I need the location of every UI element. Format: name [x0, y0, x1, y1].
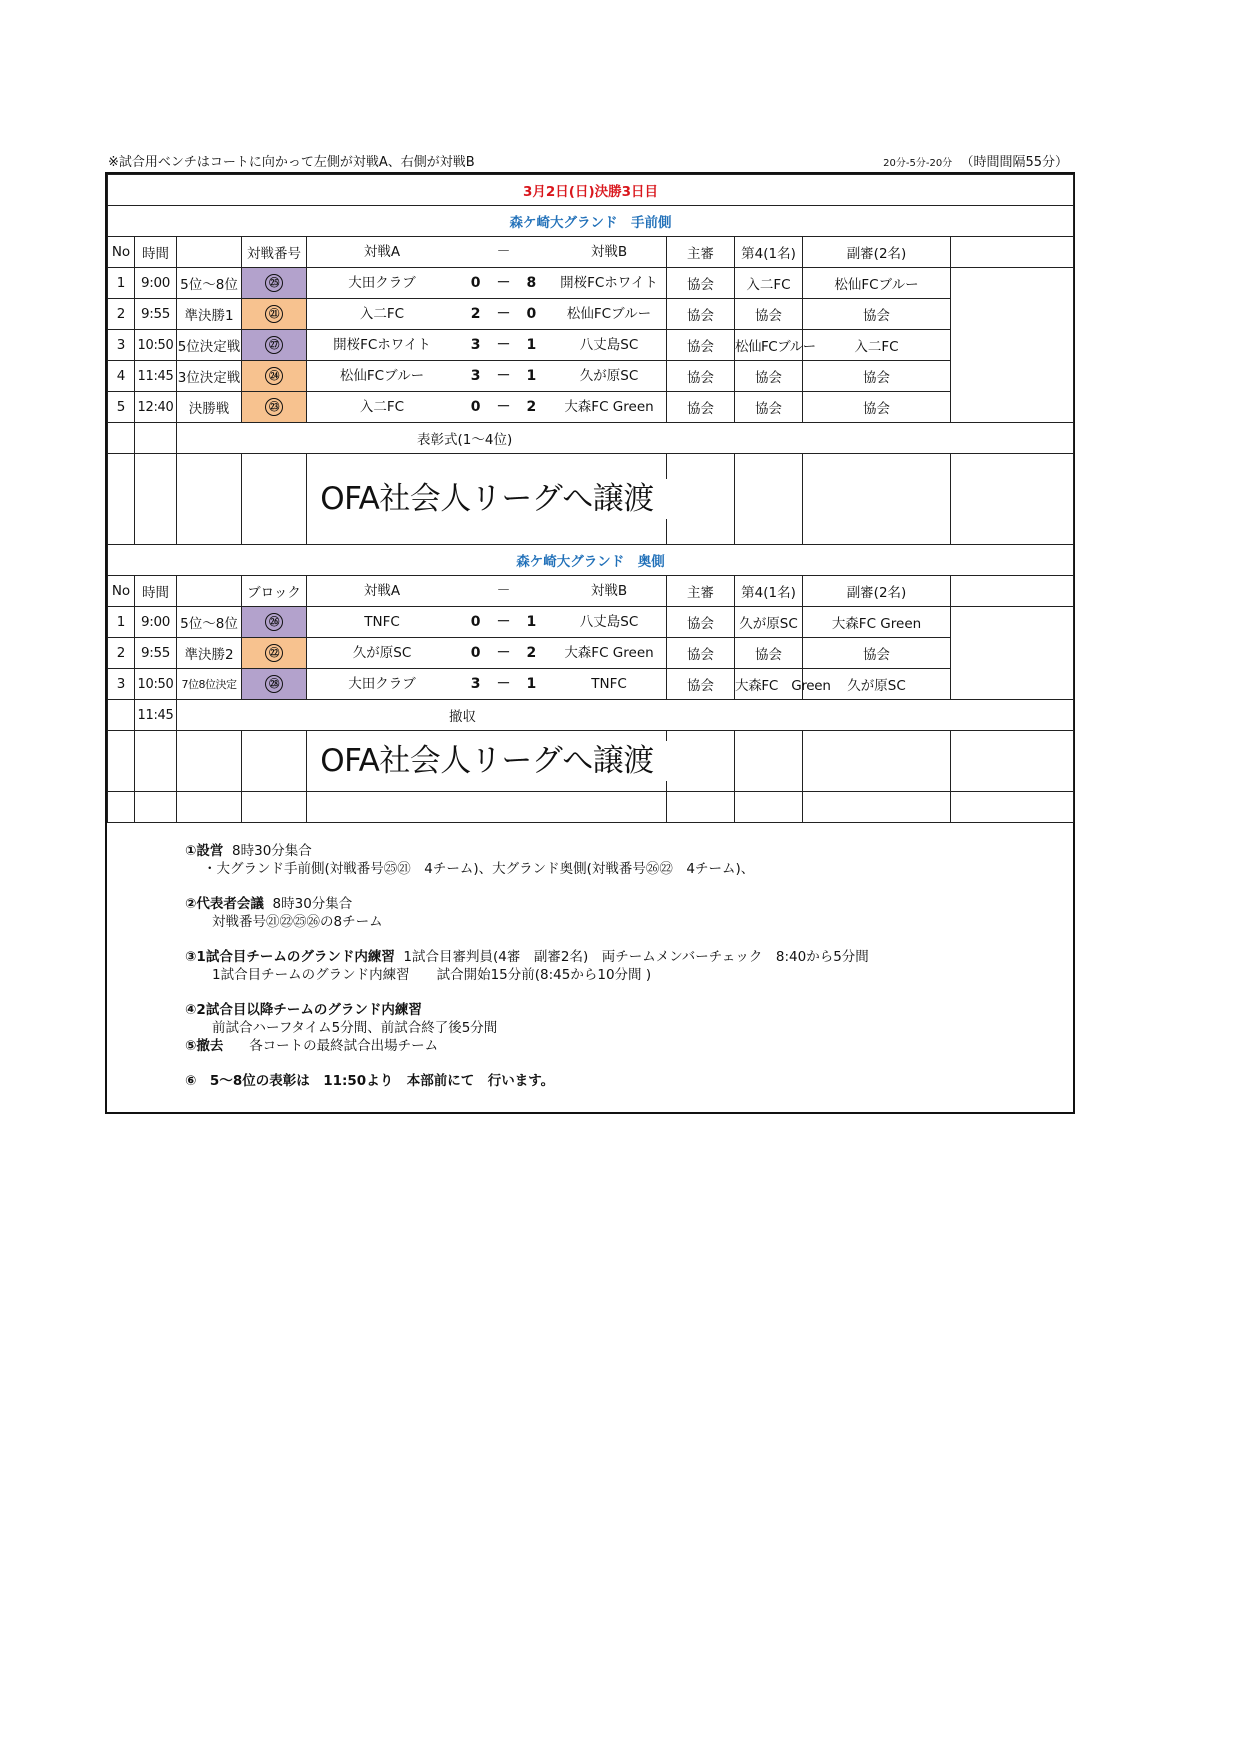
team-b: 久が原SC	[579, 368, 639, 384]
withdraw-label: 撤収	[177, 700, 1074, 731]
empty-cell	[735, 514, 803, 545]
col-time: 時間	[135, 237, 177, 268]
empty-cell	[135, 423, 177, 454]
empty-cell	[951, 454, 1074, 485]
row-blank	[951, 638, 1074, 669]
row-referee: 協会	[667, 669, 735, 700]
col-fourth: 第4(1名)	[735, 576, 803, 607]
col-match-no: 対戦番号	[242, 237, 307, 268]
team-a: TNFC	[364, 614, 400, 630]
col-match	[307, 237, 667, 268]
note3-rest: 1試合目審判員(4審 副審2名) 両チームメンバーチェック 8:40から5分間	[403, 949, 869, 965]
team-a: 大田クラブ	[348, 275, 416, 291]
interval-note	[883, 151, 1068, 170]
row-blank	[951, 361, 1074, 392]
row-match	[307, 669, 667, 700]
empty-row	[108, 731, 1074, 762]
row-round: 5位～8位	[177, 607, 242, 638]
row-match-no	[242, 268, 307, 299]
bench-note: ※試合用ベンチはコートに向かって左側が対戦A、右側が対戦B	[108, 155, 475, 170]
note4-title: ④2試合目以降チームのグランド内練習	[185, 1002, 422, 1018]
row-time: 9:55	[135, 299, 177, 330]
empty-cell	[135, 484, 177, 514]
empty-cell	[242, 454, 307, 485]
empty-cell	[108, 700, 135, 731]
row-round: 決勝戦	[177, 392, 242, 423]
match-number-badge: ㉕	[265, 274, 283, 292]
row-blank	[951, 392, 1074, 423]
row-fourth: 協会	[735, 392, 803, 423]
back-venue-title: 森ケ崎大グランド 奥側	[108, 545, 1074, 576]
schedule-sheet	[105, 172, 1075, 1114]
col-assistant: 副審(2名)	[803, 237, 951, 268]
col-dash: －	[496, 244, 512, 260]
table-row	[108, 299, 1074, 330]
row-round: 5位決定戦	[177, 330, 242, 361]
back-banner: OFA社会人リーグへ譲渡	[307, 741, 667, 781]
row-match	[307, 330, 667, 361]
col-no: No	[108, 576, 135, 607]
row-referee: 協会	[667, 330, 735, 361]
row-referee: 協会	[667, 392, 735, 423]
empty-cell	[667, 484, 735, 514]
note1-time: 8時30分集合	[232, 843, 312, 859]
page-title: 3月2日(日)決勝3日目	[108, 175, 1074, 206]
row-referee: 協会	[667, 299, 735, 330]
row-no: 2	[108, 299, 135, 330]
row-match-no	[242, 638, 307, 669]
table-row	[108, 361, 1074, 392]
row-round: 準決勝1	[177, 299, 242, 330]
empty-cell	[307, 731, 667, 779]
empty-cell	[667, 761, 735, 792]
front-venue-row	[108, 206, 1074, 237]
row-time: 9:00	[135, 607, 177, 638]
empty-cell	[108, 454, 135, 485]
table-row	[108, 607, 1074, 638]
score: 0 － 1	[470, 614, 538, 630]
row-no: 5	[108, 392, 135, 423]
empty-cell	[667, 731, 735, 762]
empty-cell	[177, 454, 242, 485]
score: 3 － 1	[470, 676, 538, 692]
empty-cell	[135, 761, 177, 792]
row-match-no	[242, 299, 307, 330]
empty-cell	[951, 484, 1074, 514]
row-fourth: 大森FC Green	[735, 669, 803, 700]
col-match	[307, 576, 667, 607]
table-row	[108, 330, 1074, 361]
col-round	[177, 576, 242, 607]
empty-cell	[177, 484, 242, 514]
note1-detail: ・大グランド手前側(対戦番号㉕㉑ 4チーム)、大グランド奥側(対戦番号㉖㉒ 4チーム)、	[203, 861, 755, 877]
row-round: 準決勝2	[177, 638, 242, 669]
ceremony-row	[108, 423, 1074, 454]
match-number-badge: ㉘	[265, 675, 283, 693]
empty-row	[108, 792, 1074, 823]
empty-cell	[667, 454, 735, 485]
score: 0 － 2	[470, 645, 538, 661]
col-blank	[951, 576, 1074, 607]
empty-cell	[242, 731, 307, 762]
team-b: TNFC	[591, 676, 627, 692]
match-number-badge: ㉖	[265, 613, 283, 631]
empty-cell	[177, 761, 242, 792]
row-match	[307, 299, 667, 330]
row-fourth: 協会	[735, 299, 803, 330]
col-assistant: 副審(2名)	[803, 576, 951, 607]
row-fourth: 入二FC	[735, 268, 803, 299]
row-referee: 協会	[667, 607, 735, 638]
empty-cell	[177, 731, 242, 762]
empty-cell	[242, 761, 307, 792]
col-round	[177, 237, 242, 268]
row-referee: 協会	[667, 638, 735, 669]
row-match	[307, 268, 667, 299]
empty-cell	[735, 761, 803, 792]
team-b: 八丈島SC	[579, 337, 639, 353]
interval-text: （時間間隔55分）	[960, 155, 1068, 170]
empty-cell	[135, 454, 177, 485]
note3-detail: 1試合目チームのグランド内練習 試合開始15分前(8:45から10分間 )	[212, 967, 652, 983]
empty-cell	[242, 792, 307, 823]
empty-cell	[951, 761, 1074, 792]
row-fourth: 松仙FCブルー	[735, 330, 803, 361]
row-time: 10:50	[135, 669, 177, 700]
table-row	[108, 392, 1074, 423]
empty-cell	[242, 514, 307, 545]
row-assistant: 松仙FCブルー	[803, 268, 951, 299]
team-a: 松仙FCブルー	[339, 368, 425, 384]
col-no: No	[108, 237, 135, 268]
note5-title: ⑤撤去	[185, 1038, 224, 1054]
empty-cell	[242, 484, 307, 514]
row-no: 2	[108, 638, 135, 669]
row-round: 7位8位決定	[177, 669, 242, 700]
note4-detail: 前試合ハーフタイム5分間、前試合終了後5分間	[212, 1020, 498, 1036]
col-team-b: 対戦B	[590, 583, 628, 599]
empty-cell	[108, 484, 135, 514]
schedule-table	[107, 174, 1074, 823]
row-match	[307, 638, 667, 669]
col-block: ブロック	[242, 576, 307, 607]
note6: ⑥ 5～8位の表彰は 11:50より 本部前にて 行います。	[185, 1073, 555, 1089]
team-b: 大森FC Green	[564, 399, 654, 415]
col-team-b: 対戦B	[590, 244, 628, 260]
match-number-badge: ㉔	[265, 367, 283, 385]
empty-cell	[108, 792, 135, 823]
row-fourth: 協会	[735, 638, 803, 669]
notes-section	[185, 842, 1045, 1090]
team-a: 入二FC	[359, 306, 405, 322]
col-team-a: 対戦A	[363, 583, 401, 599]
empty-cell	[108, 731, 135, 762]
empty-cell	[135, 731, 177, 762]
empty-cell	[667, 792, 735, 823]
table-row	[108, 268, 1074, 299]
col-blank	[951, 237, 1074, 268]
row-time: 9:55	[135, 638, 177, 669]
back-header-row	[108, 576, 1074, 607]
empty-cell	[803, 514, 951, 545]
row-time: 9:00	[135, 268, 177, 299]
empty-cell	[135, 792, 177, 823]
row-assistant: 入二FC	[803, 330, 951, 361]
score: 0 － 2	[470, 399, 538, 415]
row-time: 12:40	[135, 392, 177, 423]
row-assistant: 協会	[803, 638, 951, 669]
row-time: 10:50	[135, 330, 177, 361]
col-time: 時間	[135, 576, 177, 607]
empty-row	[108, 484, 1074, 514]
empty-cell	[667, 514, 735, 545]
empty-cell	[803, 761, 951, 792]
back-venue-row	[108, 545, 1074, 576]
row-no: 1	[108, 607, 135, 638]
empty-cell	[307, 792, 667, 823]
row-referee: 協会	[667, 361, 735, 392]
empty-cell	[307, 481, 667, 517]
row-assistant: 久が原SC	[803, 669, 951, 700]
table-row	[108, 669, 1074, 700]
row-blank	[951, 299, 1074, 330]
row-time: 11:45	[135, 361, 177, 392]
row-assistant: 協会	[803, 361, 951, 392]
team-a: 久が原SC	[352, 645, 412, 661]
interval-minutes: 20分-5分-20分	[883, 158, 953, 169]
empty-cell	[803, 454, 951, 485]
note2-detail: 対戦番号㉑㉒㉕㉖の8チーム	[212, 914, 383, 930]
note1-title: ①設営	[185, 843, 224, 859]
empty-cell	[951, 731, 1074, 762]
score: 2 － 0	[470, 306, 538, 322]
row-match-no	[242, 669, 307, 700]
team-b: 八丈島SC	[579, 614, 639, 630]
empty-cell	[177, 792, 242, 823]
row-fourth: 協会	[735, 361, 803, 392]
empty-cell	[108, 514, 135, 545]
match-number-badge: ㉓	[265, 398, 283, 416]
team-b: 大森FC Green	[564, 645, 654, 661]
row-blank	[951, 669, 1074, 700]
team-a: 大田クラブ	[348, 676, 416, 692]
note2-title: ②代表者会議	[185, 896, 264, 912]
empty-cell	[735, 792, 803, 823]
empty-cell	[735, 731, 803, 762]
row-match	[307, 607, 667, 638]
col-referee: 主審	[667, 576, 735, 607]
table-row	[108, 638, 1074, 669]
front-banner: OFA社会人リーグへ譲渡	[307, 479, 667, 519]
row-assistant: 協会	[803, 392, 951, 423]
team-a: 開桜FCホワイト	[333, 337, 431, 353]
empty-cell	[108, 423, 135, 454]
row-round: 5位～8位	[177, 268, 242, 299]
note3-title: ③1試合目チームのグランド内練習	[185, 949, 395, 965]
row-no: 4	[108, 361, 135, 392]
front-venue-title: 森ケ崎大グランド 手前側	[108, 206, 1074, 237]
match-number-badge: ㉑	[265, 305, 283, 323]
score: 0 － 8	[470, 275, 538, 291]
row-blank	[951, 330, 1074, 361]
row-assistant: 協会	[803, 299, 951, 330]
empty-cell	[803, 484, 951, 514]
row-fourth: 久が原SC	[735, 607, 803, 638]
match-number-badge: ㉗	[265, 336, 283, 354]
row-round: 3位決定戦	[177, 361, 242, 392]
row-no: 3	[108, 669, 135, 700]
row-match	[307, 392, 667, 423]
row-no: 1	[108, 268, 135, 299]
row-blank	[951, 607, 1074, 638]
col-fourth: 第4(1名)	[735, 237, 803, 268]
row-match-no	[242, 330, 307, 361]
match-number-badge: ㉒	[265, 644, 283, 662]
score: 3 － 1	[470, 337, 538, 353]
withdraw-time: 11:45	[135, 700, 177, 731]
row-referee: 協会	[667, 268, 735, 299]
empty-cell	[177, 514, 242, 545]
note5-detail: 各コートの最終試合出場チーム	[249, 1038, 439, 1054]
score: 3 － 1	[470, 368, 538, 384]
empty-cell	[108, 761, 135, 792]
front-header-row	[108, 237, 1074, 268]
team-b: 開桜FCホワイト	[560, 275, 658, 291]
col-team-a: 対戦A	[363, 244, 401, 260]
title-row	[108, 175, 1074, 206]
empty-cell	[951, 792, 1074, 823]
row-no: 3	[108, 330, 135, 361]
row-match-no	[242, 392, 307, 423]
empty-cell	[951, 514, 1074, 545]
note2-time: 8時30分集合	[272, 896, 353, 912]
withdraw-row	[108, 700, 1074, 731]
row-assistant: 大森FC Green	[803, 607, 951, 638]
empty-cell	[735, 454, 803, 485]
row-blank	[951, 268, 1074, 299]
row-match	[307, 361, 667, 392]
empty-cell	[735, 484, 803, 514]
team-a: 入二FC	[359, 399, 405, 415]
row-match-no	[242, 607, 307, 638]
team-b: 松仙FCブルー	[566, 306, 652, 322]
empty-cell	[803, 792, 951, 823]
col-referee: 主審	[667, 237, 735, 268]
col-dash: －	[496, 583, 512, 599]
ceremony-label: 表彰式(1～4位)	[177, 423, 1074, 454]
empty-cell	[135, 514, 177, 545]
row-match-no	[242, 361, 307, 392]
empty-cell	[803, 731, 951, 762]
